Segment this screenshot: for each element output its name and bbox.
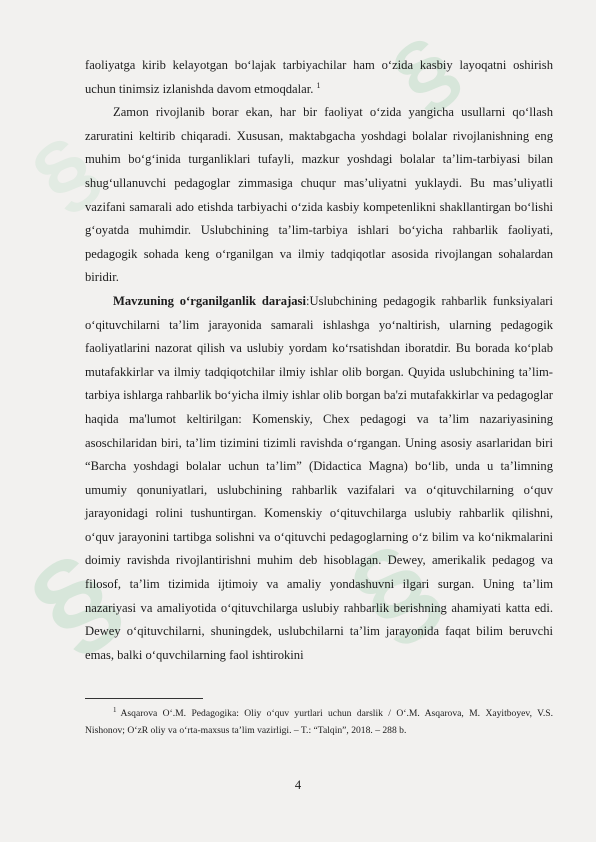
paragraph-1-text: faoliyatga kirib kelayotgan bo‘lajak tarbiyachilar ham o‘zida kasbiy layoqatni oshirish uchun tinimsiz izlanishda davom etmoqdalar. bbox=[85, 58, 553, 96]
page-number: 4 bbox=[294, 778, 302, 792]
footnote bbox=[85, 705, 553, 739]
watermark: § bbox=[374, 14, 481, 128]
body-text bbox=[85, 54, 553, 667]
paragraph-2 bbox=[85, 101, 553, 290]
watermark: § bbox=[14, 114, 121, 228]
paragraph-1 bbox=[85, 54, 553, 101]
paragraph-3 bbox=[85, 290, 553, 668]
watermark: § bbox=[326, 513, 467, 665]
paragraph-3-text: :Uslubchining pedagogik rahbarlik funksiyalari o‘qituvchilarni ta’lim jarayonida samarali ishlashga yo‘naltirish, ularning pedagogik faoliyatlarini nazorat qilish va uslubiy yordam ko‘rsatishdan iboratdir. Bu borada ko‘plab mutafakkirlar va ilmiy tadqiqotchilar ilmiy ishlar olib borgan. Quyida uslubchining ta’lim-tarbiya ishlarga rahbarlik bo‘yicha ilmiy ishlar olib borgan ba'zi mutafakkirlar va pedagoglar haqida ma'lumot keltirilgan: Komenskiy, Chex pedagogi va ta’lim nazariyasining asoschilaridan biri, ta’lim tizimini tizimli ravishda o‘rgangan. Uning asosiy asarlaridan biri “Barcha yoshdagi bolalar uchun ta’lim” (Didactica Magna) bo‘lib, unda u ta’limning umumiy qonuniyatlari, uslubchining rahbarlik vazifalari va o‘qituvchilarning o‘quv jarayonidagi rolini tushuntirgan. Komenskiy o‘qituvchilarga uslubiy rahbarlik qilishni, o‘quv jarayonini tartibga solishni va o‘qituvchi pedagoglarning o‘z bilim va ko‘nikmalarini doimiy ravishda rivojlantirishni muhim deb hisoblagan. Dewey, amerikalik pedagog va filosof, ta’lim tizimida ijtimoiy va amaliy yondashuvni ilgari surgan. Uning ta’lim nazariyasi va amaliyotida o‘qituvchilarga uslubiy rahbarlik berishning ahamiyati katta edi. Dewey o‘qituvchilarni, shuningdek, uslubchilarni ta’lim jarayonida faqat bilim beruvchi emas, balki o‘quvchilarning faol ishtirokini bbox=[85, 293, 553, 662]
footnote-number: 1 bbox=[113, 705, 117, 714]
section-heading-inline: Mavzuning o‘rganilganlik darajasi bbox=[113, 293, 306, 308]
paragraph-2-text: Zamon rivojlanib borar ekan, har bir faoliyat o‘zida yangicha usullarni qo‘llash zaruratini keltirib chiqaradi. Xususan, maktabgacha yoshdagi bolalar rivojlanishning eng muhim bo‘g‘inida turganliklari tufayli, mazkur yoshdagi bolalar ta’lim-tarbiyasi bilan shug‘ullanuvchi pedagoglar zimmasiga chuqur mas’uliyatni yuklaydi. Bu mas’uliyatli vazifani samarali ado etishda tarbiyachi o‘zida kasbiy kompetenlikni shakllantirgan bo‘lishi g‘oyatda muhimdir. Uslubchining ta’lim-tarbiya ishlari bo‘yicha rahbarlik faoliyati, pedagogik sohada keng o‘rganilgan va ilmiy tadqiqotlar asosida rivojlangan sohalardan biridir. bbox=[85, 105, 553, 285]
footnote-separator bbox=[85, 698, 203, 699]
footnote-ref[interactable]: 1 bbox=[316, 80, 321, 90]
footnote-text: Asqarova O‘.M. Pedagogika: Oliy o‘quv yurtlari uchun darslik / O‘.M. Asqarova, M. Xayitboyev, V.S. Nishonov; O‘zR oliy va o‘rta-maxsus ta’lim vazirligi. – T.: “Talqin”, 2018. – 288 b. bbox=[85, 708, 553, 736]
watermark: § bbox=[6, 523, 147, 675]
